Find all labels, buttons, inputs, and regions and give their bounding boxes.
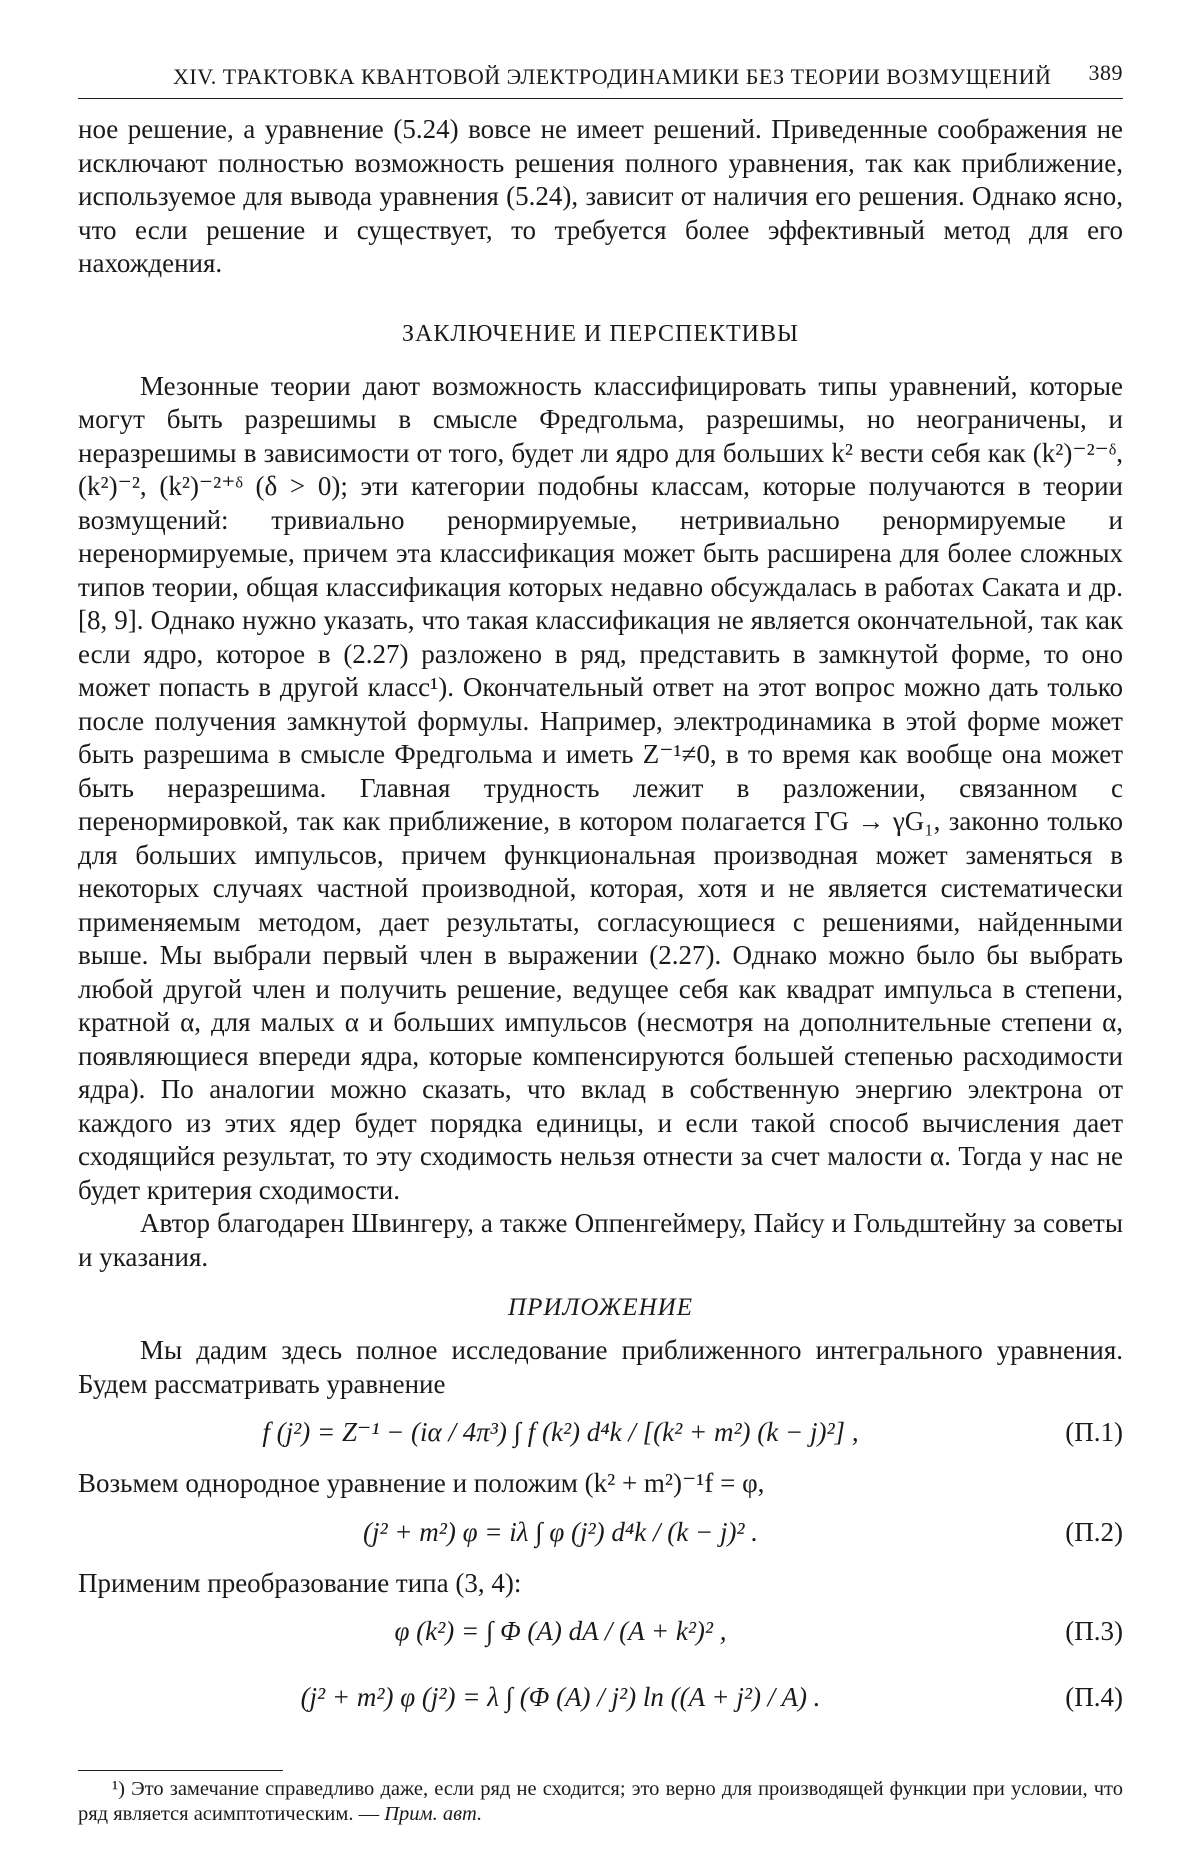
- paragraph-conclusion: Мезонные теории дают возможность классифицировать типы уравнений, которые могут быть разрешимы в смысле Фредгольма, разрешимы, но неограничены, и неразрешимы в зависимости от того, будет ли ядро для больших k² вести себя как (k²)⁻²⁻ᵟ, (k²)⁻², (k²)⁻²⁺ᵟ (δ > 0); эти категории подобны классам, которые получаются в теории возмущений: тривиально ренормируемые, нетривиально ренормируемые и неренормируемые, причем эта классификация может быть расширена для более сложных типов теории, общая классификация которых недавно обсуждалась в работах Саката и др. [8, 9]. Однако нужно указать, что такая классификация не является окончательной, так как если ядро, которое в (2.27) разложено в ряд, представить в замкнутой форме, то оно может попасть в другой класс¹). Окончательный ответ на этот вопрос можно дать только после получения замкнутой формулы. Например, электродинамика в этой форме может быть разрешима в смысле Фредгольма и иметь Z⁻¹≠0, в то время как вообще она может быть неразрешима. Главная трудность лежит в разложении, связанном с перенормировкой, так как приближение, в котором полагается ΓG → γG₁, законно только для больших импульсов, причем функциональная производная может заменяться в некоторых случаях частной производной, которая, хотя и не является систематически применяемым методом, дает результаты, согласующиеся с решениями, найденными выше. Мы выбрали первый член в выражении (2.27). Однако можно было бы выбрать любой другой член и получить решение, ведущее себя как квадрат импульса в степени, кратной α, для малых α и больших импульсов (несмотря на дополнительные степени α, появляющиеся впереди ядра, которые компенсируются большей степенью расходимости ядра). По аналогии можно сказать, что вклад в собственную энергию электрона от каждого из этих ядер будет порядка единицы, и если такой способ вычисления дает сходящийся результат, то эту сходимость нельзя отнести за счет малости α. Тогда у нас не будет критерия сходимости.: [78, 370, 1123, 1205]
- equation-p3-number: (П.3): [1065, 1616, 1123, 1646]
- equation-p4: [78, 1666, 1123, 1732]
- equation-p3-body: φ (k²) = ∫ Φ (A) dA / (A + k²)² ,: [394, 1616, 727, 1646]
- equation-p1-number: (П.1): [1065, 1417, 1123, 1447]
- footnote-attribution: Прим. авт.: [384, 1803, 483, 1825]
- header-rule: [78, 98, 1123, 99]
- equation-p2: [78, 1501, 1123, 1567]
- running-head-title: XIV. ТРАКТОВКА КВАНТОВОЙ ЭЛЕКТРОДИНАМИКИ БЕЗ ТЕОРИИ ВОЗМУЩЕНИЙ: [173, 64, 1052, 89]
- equation-p4-body: (j² + m²) φ (j²) = λ ∫ (Φ (A) / j²) ln ((A + j²) / A) .: [300, 1682, 821, 1712]
- equation-p4-number: (П.4): [1065, 1682, 1123, 1712]
- appendix-title: ПРИЛОЖЕНИЕ: [508, 1294, 693, 1321]
- footnote-text: ¹) Это замечание справедливо даже, если ряд не сходится; это верно для производящей функции при условии, что ряд является асимптотическим. —: [78, 1778, 1123, 1825]
- equation-p2-number: (П.2): [1065, 1516, 1123, 1547]
- paragraph-transform: Применим преобразование типа (3, 4):: [78, 1567, 522, 1598]
- page: [78, 60, 1123, 1827]
- footnote-rule: [78, 1770, 283, 1771]
- page-number: 389: [1088, 60, 1123, 85]
- paragraph-intro: ное решение, а уравнение (5.24) вовсе не имеет решений. Приведенные соображения не исключают полностью возможность решения полного уравнения, так как приближение, используемое для вывода уравнения (5.24), зависит от наличия его решения. Однако ясно, что если решение и существует, то требуется более эффективный метод для его нахождения.: [78, 114, 1123, 278]
- paragraph-thanks: Автор благодарен Швингеру, а также Оппенгеймеру, Пайсу и Гольдштейну за советы и указания.: [78, 1208, 1123, 1272]
- paragraph-appendix: Мы дадим здесь полное исследование приближенного интегрального уравнения. Будем рассматривать уравнение: [78, 1335, 1123, 1399]
- paragraph-homogeneous: Возьмем однородное уравнение и положим (k² + m²)⁻¹f = φ,: [78, 1468, 765, 1498]
- equation-p1-body: f (j²) = Z⁻¹ − (iα / 4π³) ∫ f (k²) d⁴k / [(k² + m²) (k − j)²] ,: [262, 1417, 859, 1447]
- equation-p3: [78, 1600, 1123, 1666]
- equation-p1: [78, 1401, 1123, 1467]
- section-title: ЗАКЛЮЧЕНИЕ И ПЕРСПЕКТИВЫ: [402, 320, 799, 347]
- running-head: [78, 60, 1123, 90]
- equation-p2-body: (j² + m²) φ = iλ ∫ φ (j²) d⁴k / (k − j)² .: [362, 1516, 759, 1547]
- footnote: [78, 1777, 1123, 1827]
